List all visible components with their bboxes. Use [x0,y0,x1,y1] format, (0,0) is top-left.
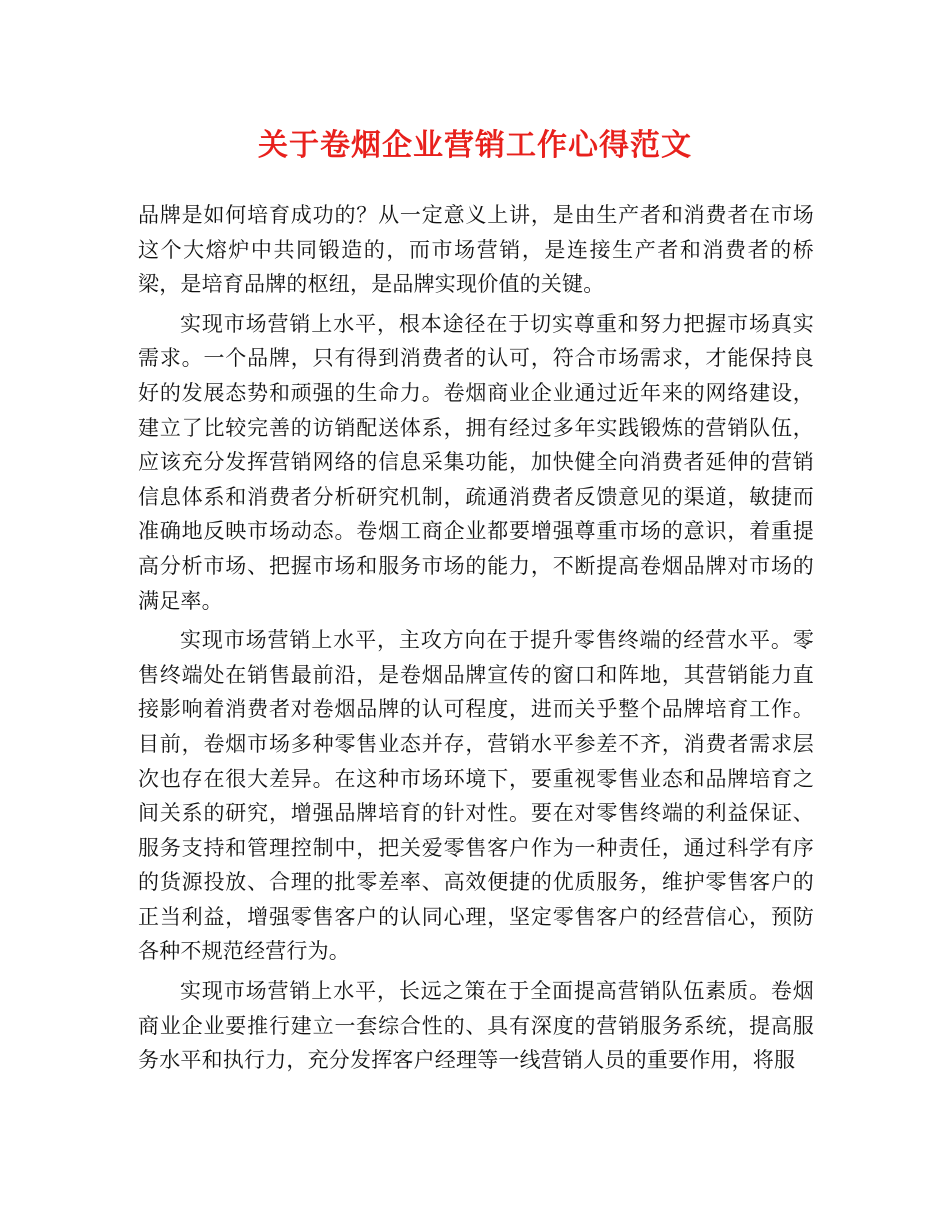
paragraph-1: 品牌是如何培育成功的？从一定意义上讲，是由生产者和消费者在市场这个大熔炉中共同锻造的，而市场营销，是连接生产者和消费者的桥梁，是培育品牌的枢纽，是品牌实现价值的关键。 [138,203,814,297]
paragraph-4: 实现市场营销上水平，长远之策在于全面提高营销队伍素质。卷烟商业企业要推行建立一套综合性的、具有深度的营销服务系统，提高服务水平和执行力，充分发挥客户经理等一线营销人员的重要作用，将服 [138,979,814,1073]
paragraph-2: 实现市场营销上水平，根本途径在于切实尊重和努力把握市场真实需求。一个品牌，只有得到消费者的认可，符合市场需求，才能保持良好的发展态势和顽强的生命力。卷烟商业企业通过近年来的网络建设，建立了比较完善的访销配送体系，拥有经过多年实践锻炼的营销队伍，应该充分发挥营销网络的信息采集功能，加快健全向消费者延伸的营销信息体系和消费者分析研究机制，疏通消费者反馈意见的渠道，敏捷而准确地反映市场动态。卷烟工商企业都要增强尊重市场的意识，着重提高分析市场、把握市场和服务市场的能力，不断提高卷烟品牌对市场的满足率。 [138,311,814,613]
paragraph-3: 实现市场营销上水平，主攻方向在于提升零售终端的经营水平。零售终端处在销售最前沿，是卷烟品牌宣传的窗口和阵地，其营销能力直接影响着消费者对卷烟品牌的认可程度，进而关乎整个品牌培育工作。目前，卷烟市场多种零售业态并存，营销水平参差不齐，消费者需求层次也存在很大差异。在这种市场环境下，要重视零售业态和品牌培育之间关系的研究，增强品牌培育的针对性。要在对零售终端的利益保证、服务支持和管理控制中，把关爱零售客户作为一种责任，通过科学有序的货源投放、合理的批零差率、高效便捷的优质服务，维护零售客户的正当利益，增强零售客户的认同心理，坚定零售客户的经营信心，预防各种不规范经营行为。 [138,628,814,964]
document-body [138,198,814,1083]
page-title: 关于卷烟企业营销工作心得范文 [258,128,692,163]
